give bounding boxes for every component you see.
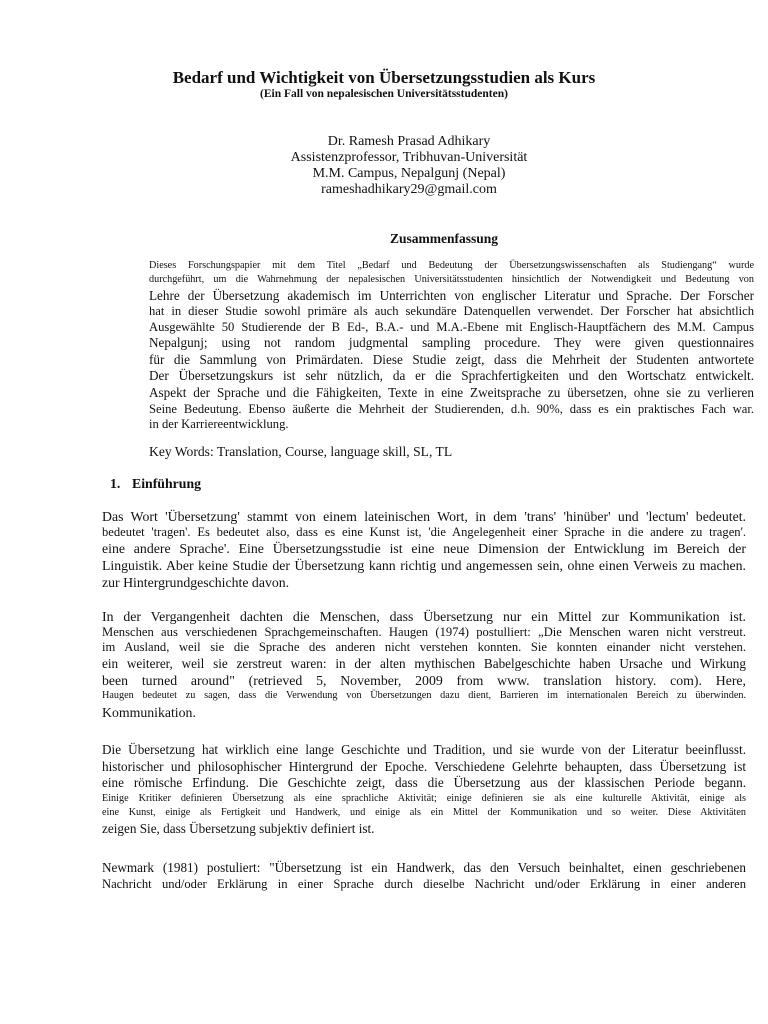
paragraph-line: eine römische Erfindung. Die Geschichte zeigt, dass die Übersetzung aus der klassischen Periode begann. — [102, 775, 746, 791]
paragraph-3 — [102, 742, 746, 837]
section-heading — [110, 476, 201, 492]
abstract-body — [149, 259, 754, 432]
keywords: Key Words: Translation, Course, language skill, SL, TL — [149, 444, 453, 459]
abstract-line: Lehre der Übersetzung akademisch im Unterrichten von englischer Literatur und Sprache. Der Forscher — [149, 287, 754, 303]
author-email: rameshadhikary29@gmail.com — [321, 182, 497, 197]
paragraph-line: bedeutet 'tragen'. Es bedeutet also, dass es eine Kunst ist, 'die Angelegenheit einer Sprache in die andere zu tragen'. — [102, 525, 746, 539]
abstract-line: hat in dieser Studie sowohl primäre als auch sekundäre Datenquellen verwendet. Der Forscher hat absichtlich — [149, 304, 754, 319]
abstract-line: in der Karriereentwicklung. — [149, 417, 289, 431]
paragraph-line: been turned around" (retrieved 5, November, 2009 from www. translation history. com). Here, — [102, 673, 746, 689]
paragraph-line: Menschen aus verschiedenen Sprachgemeinschaften. Haugen (1974) postulliert: „Die Menschen waren nicht verstreut. — [102, 625, 746, 639]
paragraph-line: historischer und philosophischer Hintergrund der Epoche. Verschiedene Gelehrte behaupten, dass Übersetzung ist — [102, 758, 746, 774]
author-position: Assistenzprofessor, Tribhuvan-Universität — [290, 150, 528, 165]
abstract-line: Nepalgunj; using not random judgmental sampling procedure. They were given questionnaires — [149, 335, 754, 351]
paragraph-line: eine andere Sprache'. Eine Übersetzungsstudie ist eine neue Dimension der Entwicklung im Bereich der — [102, 541, 746, 557]
paper-title: Bedarf und Wichtigkeit von Übersetzungsstudien als Kurs — [172, 68, 596, 87]
paragraph-line: Newmark (1981) postuliert: "Übersetzung ist ein Handwerk, das den Versuch beinhaltet, einen geschriebenen — [102, 860, 746, 875]
abstract-line: Der Übersetzungskurs ist sehr nützlich, da er die Sprachfertigkeiten und den Wortschatz entwickelt. — [149, 368, 754, 384]
abstract-line: für die Sammlung von Primärdaten. Diese Studie zeigt, dass die Mehrheit der Studenten antwortete — [149, 351, 754, 367]
author-campus: M.M. Campus, Nepalgunj (Nepal) — [312, 166, 506, 181]
paper-subtitle: (Ein Fall von nepalesischen Universitätsstudenten) — [260, 88, 508, 100]
paragraph-line: Das Wort 'Übersetzung' stammt von einem lateinischen Wort, in dem 'trans' 'hinüber' und 'lectum' bedeutet. — [102, 509, 746, 524]
author-block — [0, 134, 768, 198]
paragraph-line: Haugen bedeutet zu sagen, dass die Verwendung von Übersetzungen dazu dient, Barrieren im internationalen Bereich zu überwinden. — [102, 690, 746, 702]
paragraph-2 — [102, 608, 746, 721]
section-title: Einführung — [132, 476, 202, 491]
paragraph-4 — [102, 860, 746, 892]
paragraph-line: eine Kunst, einige als Fertigkeit und Handwerk, und einige als ein Mittel der Kommunikation und so weiter. Diese Aktivitäten — [102, 807, 746, 819]
paragraph-line: Die Übersetzung hat wirklich eine lange Geschichte und Tradition, und sie wurde von der Literatur beeinflusst. — [102, 742, 746, 757]
paragraph-line: ein weiterer, weil sie zerstreut waren: in der alten mythischen Babelgeschichte haben Ursache und Wirkung — [102, 655, 746, 671]
abstract-line: Ausgewählte 50 Studierende der B Ed-, B.A.- und M.A.-Ebene mit Englisch-Hauptfächern des M.M. Campus — [149, 319, 754, 334]
paragraph-line: Einige Kritiker definieren Übersetzung als eine sprachliche Aktivität; einige definieren sie als eine kulturelle Aktivität, einige als — [102, 792, 746, 804]
paragraph-line: In der Vergangenheit dachten die Menschen, dass Übersetzung nur ein Mittel zur Kommunikation ist. — [102, 609, 746, 624]
paragraph-line: Kommunikation. — [102, 704, 196, 720]
paragraph-line: Linguistik. Aber keine Studie der Übersetzung kann richtig und angemessen sein, ohne einen Verweis zu machen. — [102, 558, 746, 574]
section-number: 1. — [110, 476, 121, 491]
abstract-line: Seine Bedeutung. Ebenso äußerte die Mehrheit der Studierenden, d.h. 90%, dass es ein praktisches Fach war. — [149, 401, 754, 416]
author-name: Dr. Ramesh Prasad Adhikary — [327, 134, 491, 149]
abstract-line: Aspekt der Sprache und die Fähigkeiten, Texte in eine Zweitsprache zu übersetzen, ohne sie zu verlieren — [149, 385, 754, 400]
paragraph-line: Nachricht und/oder Erklärung in einer Sprache durch dieselbe Nachricht und/oder Erklärung in einer anderen — [102, 876, 746, 891]
abstract-line: durchgeführt, um die Wahrnehmung der nepalesischen Universitätsstudenten hinsichtlich der Notwendigkeit und Bedeutung von — [149, 274, 754, 286]
paragraph-1 — [102, 508, 746, 591]
abstract-line: Dieses Forschungspapier mit dem Titel „Bedarf und Bedeutung der Übersetzungswissenschaften als Studiengang“ wurde — [149, 260, 754, 271]
paragraph-line: zur Hintergrundgeschichte davon. — [102, 575, 290, 591]
paragraph-line: im Ausland, weil sie die Sprache des anderen nicht verstehen konnten. Sie konnten einander nicht verstehen. — [102, 640, 746, 655]
paragraph-line: zeigen Sie, dass Übersetzung subjektiv definiert ist. — [102, 820, 375, 836]
abstract-heading: Zusammenfassung — [389, 231, 499, 246]
